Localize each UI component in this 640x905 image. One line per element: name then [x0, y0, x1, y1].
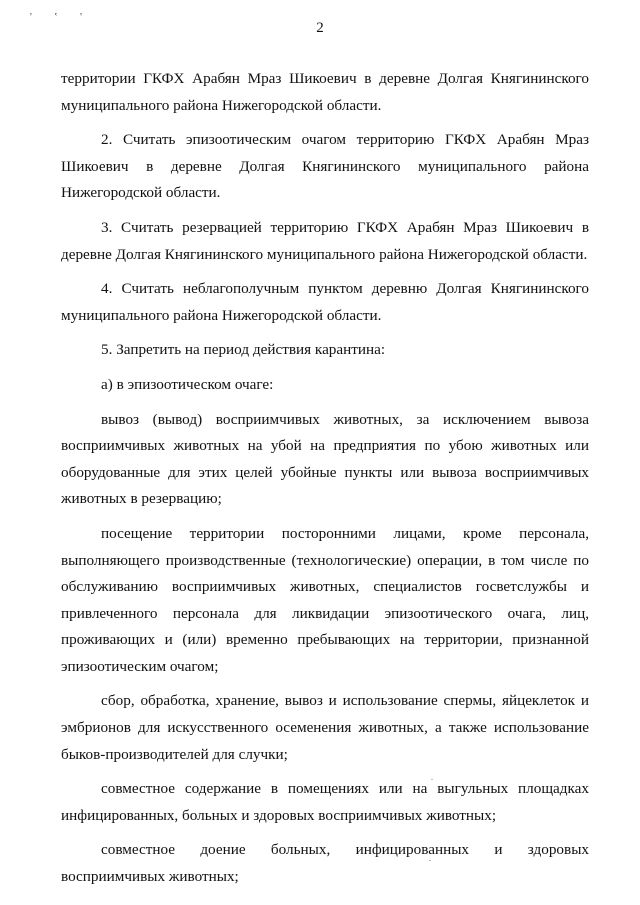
document-body — [61, 66, 589, 891]
prohibition-visits: посещение территории посторонними лицами, кроме персонала, выполняющего производственные (технологические) операции, в том числе по обслуживанию восприимчивых животных, специалистов госветслужбы и привлеченного персонала для ликвидации эпизоотического очага, лиц, проживающих и (или) временно пребывающих на территории, признанной эпизоотическим очагом; — [61, 524, 589, 675]
prohibition-sperm: сбор, обработка, хранение, вывоз и использование спермы, яйцеклеток и эмбрионов для искусственного осеменения животных, а также использование быков-производителей для случки; — [61, 692, 589, 763]
paragraph-1-continuation: территории ГКФХ Арабян Мраз Шикоевич в деревне Долгая Княгининского муниципального района Нижегородской области. — [61, 70, 589, 114]
scan-corner-marks: ' ‛ ' — [30, 12, 92, 23]
paragraph-item-3: 3. Считать резервацией территорию ГКФХ Арабян Мраз Шикоевич в деревне Долгая Княгининского муниципального района Нижегородской области. — [61, 218, 589, 263]
prohibition-joint-keeping: совместное содержание в помещениях или на выгульных площадках инфицированных, больных и здоровых восприимчивых животных; — [61, 780, 589, 824]
prohibition-joint-milking: совместное доение больных, инфицированных и здоровых восприимчивых животных; — [61, 841, 589, 886]
paragraph-item-4: 4. Считать неблагополучным пунктом деревню Долгая Княгининского муниципального района Нижегородской области. — [61, 280, 589, 324]
subitem-a-heading: а) в эпизоотическом очаге: — [101, 375, 274, 393]
paragraph-item-5: 5. Запретить на период действия карантина: — [101, 341, 386, 359]
paragraph-item-2: 2. Считать эпизоотическим очагом территорию ГКФХ Арабян Мраз Шикоевич в деревне Долгая Княгининского муниципального района Нижегородской области. — [61, 131, 589, 202]
prohibition-export: вывоз (вывод) восприимчивых животных, за исключением вывоза восприимчивых животных на убой на предприятия по убою животных или оборудованные для этих целей убойные пункты или вывоза восприимчивых животных в резервацию; — [61, 410, 589, 508]
scan-speck — [429, 860, 431, 861]
page-number: 2 — [316, 20, 324, 36]
scan-speck — [431, 779, 433, 780]
